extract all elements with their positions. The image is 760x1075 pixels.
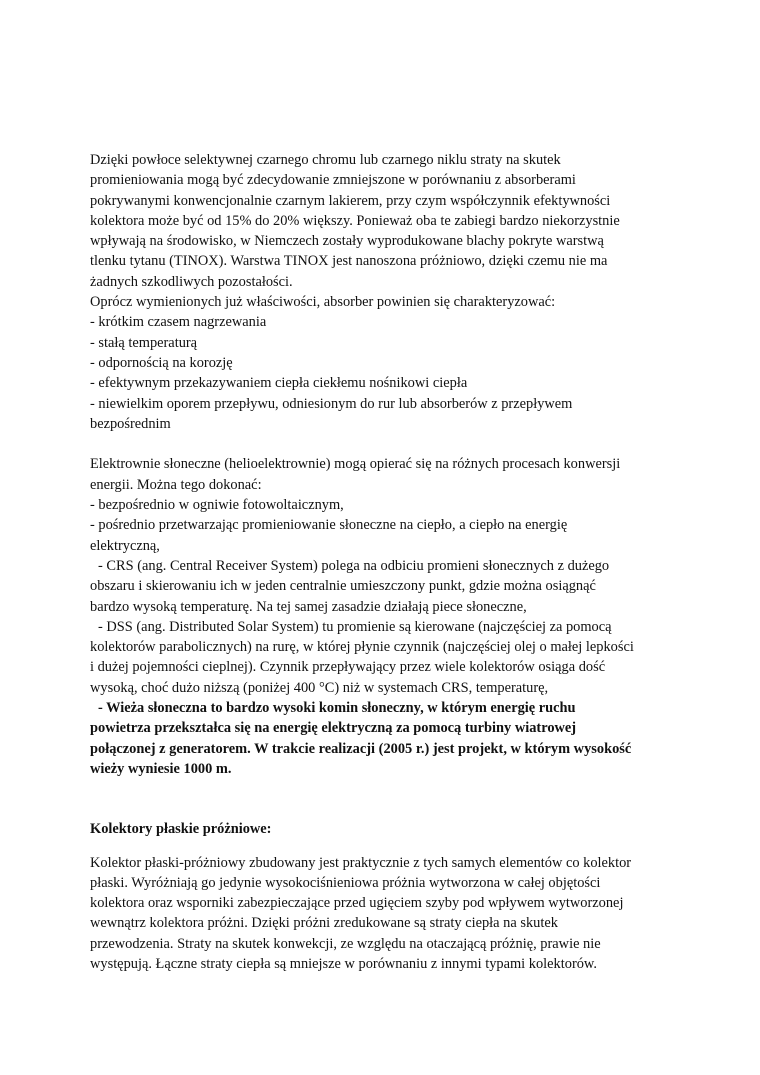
list-item: - niewielkim oporem przepływu, odniesionym do rur lub absorberów z przepływem bbox=[90, 395, 573, 412]
text-line: Elektrownie słoneczne (helioelektrownie) mogą opierać się na różnych procesach konwersji bbox=[90, 456, 621, 473]
text-line: Oprócz wymienionych już właściwości, absorber powinien się charakteryzować: bbox=[90, 294, 556, 311]
text-line: energii. Można tego dokonać: bbox=[90, 476, 262, 493]
text-line: występują. Łączne straty ciepła są mniejsze w porównaniu z innymi typami kolektorów. bbox=[90, 955, 597, 972]
text-line: promieniowania mogą być zdecydowanie zmniejszone w porównaniu z absorberami bbox=[90, 172, 576, 189]
list-item: - bezpośrednio w ogniwie fotowoltaicznym, bbox=[90, 497, 344, 514]
bold-text-line: połączonej z generatorem. W trakcie realizacji (2005 r.) jest projekt, w którym wysokość bbox=[90, 740, 632, 757]
text-line: płaski. Wyróżniają go jedynie wysokociśnieniowa próżnia wytworzona w całej objętości bbox=[90, 874, 601, 891]
paragraph-spacer bbox=[90, 434, 690, 454]
paragraph-vacuum-collectors bbox=[90, 853, 690, 975]
text-line: kolektora oraz wsporniki zabezpieczające przed ugięciem szyby pod wpływem wytworzonej bbox=[90, 895, 624, 912]
list-item: - krótkim czasem nagrzewania bbox=[90, 314, 267, 331]
text-line: wysoką, choć dużo niższą (poniżej 400 °C) niż w systemach CRS, temperaturę, bbox=[90, 679, 549, 696]
text-line: kolektora może być od 15% do 20% większy. Ponieważ oba te zabiegi bardzo niekorzystnie bbox=[90, 212, 620, 229]
text-line: żadnych szkodliwych pozostałości. bbox=[90, 273, 293, 290]
document-page bbox=[90, 150, 690, 974]
text-line: przewodzenia. Straty na skutek konwekcji, ze względu na otaczającą próżnię, prawie nie bbox=[90, 935, 601, 952]
bold-text-line: wieży wyniesie 1000 m. bbox=[90, 760, 232, 777]
text-line: tlenku tytanu (TINOX). Warstwa TINOX jest nanoszona próżniowo, dzięki czemu nie ma bbox=[90, 253, 608, 270]
section-heading: Kolektory płaskie próżniowe: bbox=[90, 821, 272, 838]
text-line: wewnątrz kolektora próżni. Dzięki próżni zredukowane są straty ciepła na skutek bbox=[90, 915, 558, 932]
text-line: elektryczną, bbox=[90, 537, 160, 554]
paragraph-absorber-properties bbox=[90, 292, 690, 434]
paragraph-selective-coating bbox=[90, 150, 690, 292]
list-item-crs: - CRS (ang. Central Receiver System) polega na odbiciu promieni słonecznych z dużego bbox=[98, 557, 610, 574]
text-line: Kolektor płaski-próżniowy zbudowany jest praktycznie z tych samych elementów co kolektor bbox=[90, 854, 632, 871]
list-item: - odpornością na korozję bbox=[90, 354, 233, 371]
list-item: bezpośrednim bbox=[90, 415, 171, 432]
text-line: wpływają na środowisko, w Niemczech zostały wyprodukowane blachy pokryte warstwą bbox=[90, 233, 604, 250]
list-item: - pośrednio przetwarzając promieniowanie słoneczne na ciepło, a ciepło na energię bbox=[90, 517, 568, 534]
text-line: Dzięki powłoce selektywnej czarnego chromu lub czarnego niklu straty na skutek bbox=[90, 152, 561, 168]
heading-spacer bbox=[90, 840, 690, 853]
text-line: bardzo wysoką temperaturę. Na tej samej zasadzie działają piece słoneczne, bbox=[90, 598, 527, 615]
list-item: - stałą temperaturą bbox=[90, 334, 198, 351]
list-item: - efektywnym przekazywaniem ciepła ciekłemu nośnikowi ciepła bbox=[90, 375, 468, 392]
text-line: i dużej pojemności cieplnej). Czynnik przepływający przez wiele kolektorów osiąga dość bbox=[90, 659, 606, 676]
bold-text-line: powietrza przekształca się na energię elektryczną za pomocą turbiny wiatrowej bbox=[90, 720, 577, 737]
list-item-dss: - DSS (ang. Distributed Solar System) tu promienie są kierowane (najczęściej za pomocą bbox=[98, 618, 612, 635]
text-line: obszaru i skierowaniu ich w jeden centralnie umieszczony punkt, gdzie można osiągnąć bbox=[90, 578, 596, 595]
paragraph-solar-power-plants bbox=[90, 454, 690, 779]
text-line: pokrywanymi konwencjonalnie czarnym lakierem, przy czym współczynnik efektywności bbox=[90, 192, 611, 209]
text-line: kolektorów parabolicznych) na rurę, w której płynie czynnik (najczęściej olej o małej lepkości bbox=[90, 639, 634, 656]
list-item-solar-tower: - Wieża słoneczna to bardzo wysoki komin słoneczny, w którym energię ruchu bbox=[98, 700, 576, 717]
section-spacer bbox=[90, 779, 690, 819]
